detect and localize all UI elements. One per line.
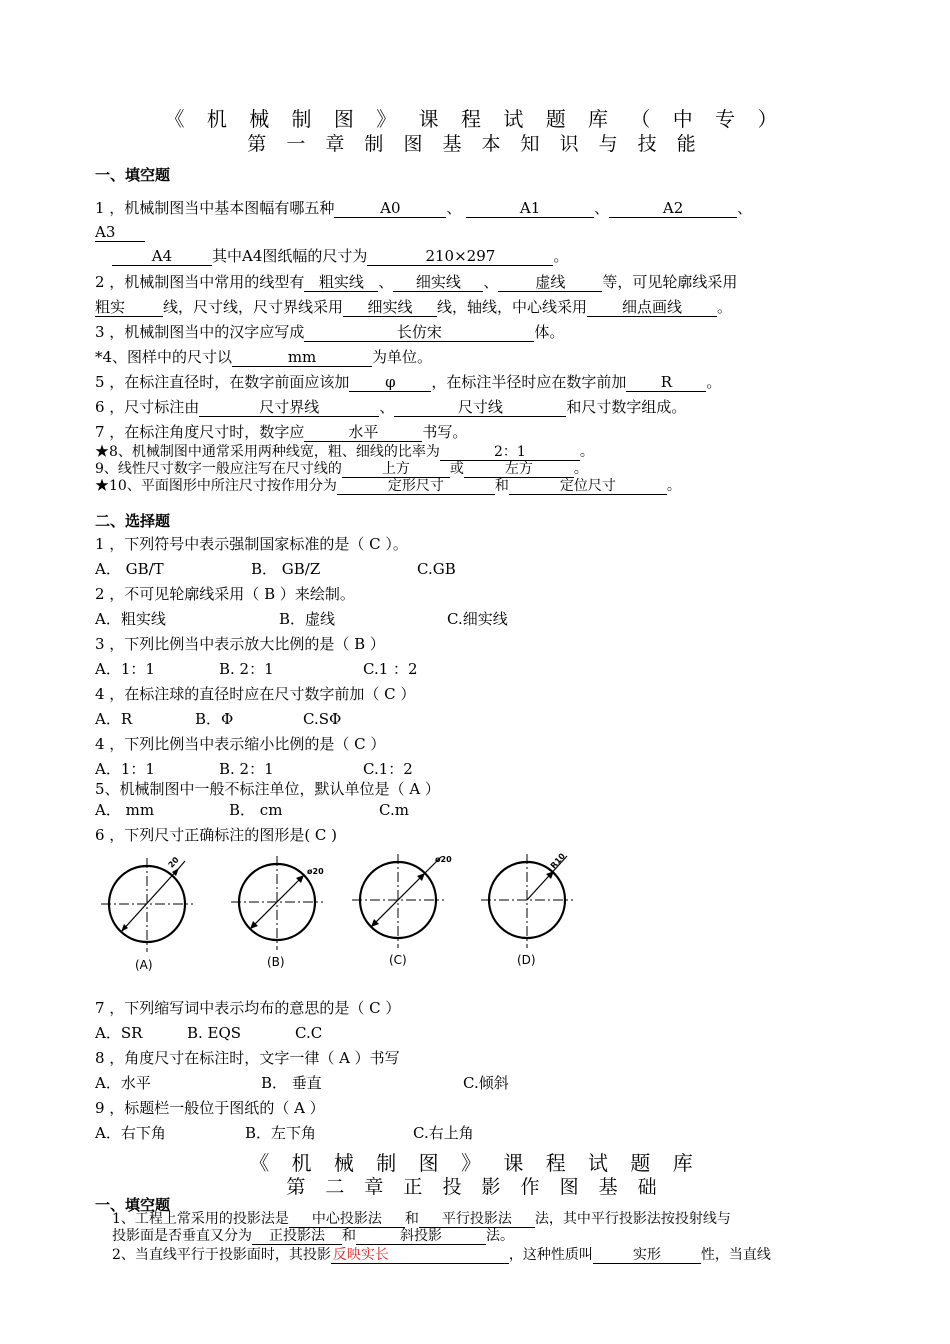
- question-text: 等，可见轮廓线采用: [602, 273, 738, 291]
- question-text: 6 ，尺寸标注由: [95, 398, 200, 416]
- choice-question-5: 4 ，下列比例当中表示缩小比例的是（ C ）: [95, 735, 386, 753]
- option: A．R: [95, 710, 133, 728]
- choice-options-2: [95, 609, 508, 629]
- figure-label: (C): [389, 953, 407, 967]
- answer-blank: A2: [609, 199, 737, 218]
- choice-options-1: [95, 559, 456, 579]
- question-text: 书写。: [422, 423, 468, 441]
- answer-blank: 上方: [342, 461, 450, 478]
- question-text: 其中A4图纸幅的尺寸为: [212, 247, 368, 265]
- fill-question-7: [95, 422, 467, 442]
- option: A． GB/T: [95, 560, 164, 578]
- question-text: *4、图样中的尺寸以: [95, 348, 233, 366]
- option: C.右上角: [413, 1124, 474, 1142]
- fill-question-5: 5 ，在标注直径时，在数字前面应该加 φ ，在标注半径时应在数字前加 R 。: [95, 373, 722, 391]
- question-text: 5 ，在标注直径时，在数字前面应该加: [95, 373, 350, 391]
- option: C.细实线: [447, 610, 508, 628]
- question-text: 1、工程上常采用的投影法是: [112, 1211, 289, 1227]
- choice-question-8: 7 ，下列缩写词中表示均布的意思的是（ C ）: [95, 999, 401, 1017]
- figure-d: [481, 851, 573, 967]
- answer-blank: 水平: [304, 423, 422, 442]
- answer-blank: A1: [466, 199, 594, 218]
- question-text: 和: [342, 1228, 356, 1244]
- question-text: 和: [404, 1211, 419, 1227]
- option: C.C: [295, 1024, 323, 1042]
- option: A．1：1: [95, 760, 155, 778]
- choice-question-10: 9 ，标题栏一般位于图纸的（ A ）: [95, 1099, 325, 1117]
- choice-question-2: 2 ，不可见轮廓线采用（ B ）来绘制。: [95, 585, 355, 603]
- answer-blank: 细点画线: [587, 298, 717, 317]
- question-text: 和尺寸数字组成。: [566, 398, 687, 416]
- page-title-2: 《 机 械 制 图 》 课 程 试 题 库: [249, 1151, 701, 1175]
- option: A．1：1: [95, 660, 155, 678]
- figure-label: (A): [135, 958, 153, 972]
- question-text: 性，当直线: [700, 1247, 771, 1263]
- option: A．右下角: [95, 1124, 166, 1142]
- choice-options-9: [95, 1073, 509, 1093]
- fill-question-9: 9、线性尺寸数字一般应注写在尺寸线的 上方 或 左方 。: [95, 461, 588, 477]
- answer-blank: 定位尺寸: [509, 478, 667, 495]
- option: B. EQS: [187, 1024, 242, 1042]
- choice-question-9: 8 ，角度尺寸在标注时，文字一律（ A ）书写: [95, 1049, 400, 1067]
- option: C.GB: [417, 560, 456, 578]
- question-text: 法。: [486, 1228, 514, 1244]
- fill-question-8: ★8、机械制图中通常采用两种线宽，粗、细线的比率为 2：1 。: [95, 444, 594, 460]
- choice-options-3: [95, 659, 418, 679]
- answer-blank: 粗实线: [304, 273, 378, 292]
- option: C.倾斜: [463, 1074, 509, 1092]
- figure-a: [101, 855, 193, 972]
- answer-blank: 平行投影法: [419, 1212, 535, 1228]
- question-text: ★10、平面图形中所注尺寸按作用分为: [95, 478, 337, 494]
- answer-blank: 细实线: [343, 298, 437, 317]
- answer-blank: 2：1: [440, 444, 580, 461]
- fill-question-1-cont: [95, 222, 145, 242]
- figure-label: (B): [267, 955, 285, 969]
- option: A．水平: [95, 1074, 151, 1092]
- question-text: 为单位。: [372, 348, 433, 366]
- section-heading-choice: 二、选择题: [95, 512, 171, 530]
- fill-question-10: ★10、平面图形中所注尺寸按作用分为 定形尺寸 和 定位尺寸 。: [95, 478, 681, 494]
- answer-blank: A0: [334, 199, 446, 218]
- ch2-question-1-cont: [112, 1228, 514, 1245]
- question-text: 9、线性尺寸数字一般应注写在尺寸线的: [95, 461, 342, 477]
- option: B． GB/Z: [251, 560, 321, 578]
- answer-blank: A4: [112, 247, 212, 266]
- question-text: ，这种性质叫: [508, 1247, 593, 1263]
- dimension-label: R10: [548, 851, 568, 871]
- answer-blank: 斜投影: [356, 1229, 486, 1245]
- answer-blank: φ: [349, 373, 431, 392]
- fill-question-2-cont: 粗实 线，尺寸线，尺寸界线采用 细实线 线，轴线，中心线采用 细点画线 。: [95, 298, 733, 316]
- choice-question-4: 4 ，在标注球的直径时应在尺寸数字前加（ C ）: [95, 685, 416, 703]
- answer-blank: 细实线: [393, 273, 483, 292]
- choice-question-6: 5、机械制图中一般不标注单位，默认单位是（ A ）: [95, 780, 440, 798]
- question-text: 线，尺寸线，尺寸界线采用: [163, 298, 344, 316]
- option: C.1 ：2: [363, 660, 418, 678]
- answer-blank: 虚线: [498, 273, 602, 292]
- choice-question-1: 1 ，下列符号中表示强制国家标准的是（ C ）。: [95, 535, 408, 553]
- choice-options-8: [95, 1023, 322, 1043]
- dimension-label: ø20: [307, 867, 324, 876]
- option: C.1：2: [363, 760, 413, 778]
- answer-blank: A3: [95, 223, 145, 242]
- option: B． 垂直: [261, 1074, 322, 1092]
- choice-options-4: [95, 709, 341, 729]
- option: B．Φ: [195, 710, 234, 728]
- answer-blank: 实形: [593, 1247, 701, 1264]
- option: A．粗实线: [95, 610, 166, 628]
- chapter-title: 第 一 章 制 图 基 本 知 识 与 技 能: [247, 133, 703, 155]
- answer-blank: 长仿宋: [304, 323, 534, 342]
- answer-blank: R: [626, 373, 706, 392]
- figure-label: (D): [517, 953, 536, 967]
- option: C.m: [379, 801, 409, 819]
- option: B． cm: [229, 801, 283, 819]
- question-text: 2 ，机械制图当中常用的线型有: [95, 273, 305, 291]
- answer-blank: 210×297: [367, 247, 553, 266]
- answer-blank: 尺寸线: [394, 398, 566, 417]
- fill-question-6: 6 ，尺寸标注由 尺寸界线 、 尺寸线 和尺寸数字组成。: [95, 398, 687, 416]
- option: C.SΦ: [303, 710, 342, 728]
- chapter-title-2: 第 二 章 正 投 影 作 图 基 础: [286, 1176, 664, 1198]
- option: A． mm: [95, 801, 155, 819]
- figure-c: [352, 854, 452, 967]
- fill-question-3: [95, 322, 564, 342]
- dimension-label: ø20: [435, 855, 452, 864]
- fill-question-1-cont2: A4 其中A4图纸幅的尺寸为 210×297 。: [112, 246, 568, 266]
- fill-question-2: 2 ，机械制图当中常用的线型有 粗实线 、 细实线 、 虚线 等，可见轮廓线采用: [95, 273, 738, 291]
- figure-b: [231, 856, 324, 969]
- question-text: ★8、机械制图中通常采用两种线宽，粗、细线的比率为: [95, 444, 440, 460]
- fill-question-4: [95, 347, 432, 367]
- option: B. 2：1: [219, 760, 274, 778]
- choice-options-5: [95, 759, 413, 779]
- question-text: 体。: [534, 323, 565, 341]
- option: B．虚线: [279, 610, 336, 628]
- fill-question-1: 1 ，机械制图当中基本图幅有哪五种 A0 、 A1 、 A2 、: [95, 199, 753, 217]
- choice-question-7: 6 ，下列尺寸正确标注的图形是( C ): [95, 826, 338, 844]
- question-text: ，在标注半径时应在数字前加: [431, 373, 627, 391]
- question-text: 3 ，机械制图当中的汉字应写成: [95, 323, 305, 341]
- choice-options-10: [95, 1123, 474, 1143]
- question-text: 和: [494, 478, 509, 494]
- choice-options-6: [95, 800, 409, 820]
- answer-blank: 定形尺寸: [337, 478, 495, 495]
- choice-question-3: 3 ，下列比例当中表示放大比例的是（ B ）: [95, 635, 385, 653]
- answer-blank: 左方: [464, 461, 574, 478]
- question-text: 2、当直线平行于投影面时，其投影: [112, 1247, 331, 1263]
- question-text: 线，轴线，中心线采用: [437, 298, 588, 316]
- question-text: 法，其中平行投影法按投射线与: [534, 1211, 731, 1227]
- answer-blank-red: 反映实长: [331, 1247, 509, 1264]
- answer-blank: 粗实: [95, 298, 163, 317]
- answer-blank: 尺寸界线: [199, 398, 379, 417]
- answer-blank: 正投影法: [252, 1229, 342, 1245]
- answer-blank: 中心投影法: [289, 1212, 405, 1228]
- question-text: 1 ，机械制图当中基本图幅有哪五种: [95, 199, 335, 217]
- page-title: 《 机 械 制 图 》 课 程 试 题 库 （ 中 专 ）: [164, 107, 786, 131]
- ch2-question-1: [112, 1211, 731, 1228]
- option: B．左下角: [245, 1124, 317, 1142]
- dimension-figures: [95, 848, 575, 978]
- section-heading-fill: 一、填空题: [95, 166, 171, 184]
- question-text: 投影面是否垂直又分为: [112, 1228, 252, 1244]
- section-heading-fill-2: 一、填空题: [95, 1196, 171, 1214]
- question-text: 7 ，在标注角度尺寸时，数字应: [95, 423, 305, 441]
- option: A．SR: [95, 1024, 143, 1042]
- dimension-label: 20: [166, 855, 181, 870]
- question-text: 或: [449, 461, 464, 477]
- ch2-question-2: [112, 1246, 771, 1264]
- answer-blank: mm: [232, 348, 372, 367]
- option: B. 2：1: [219, 660, 274, 678]
